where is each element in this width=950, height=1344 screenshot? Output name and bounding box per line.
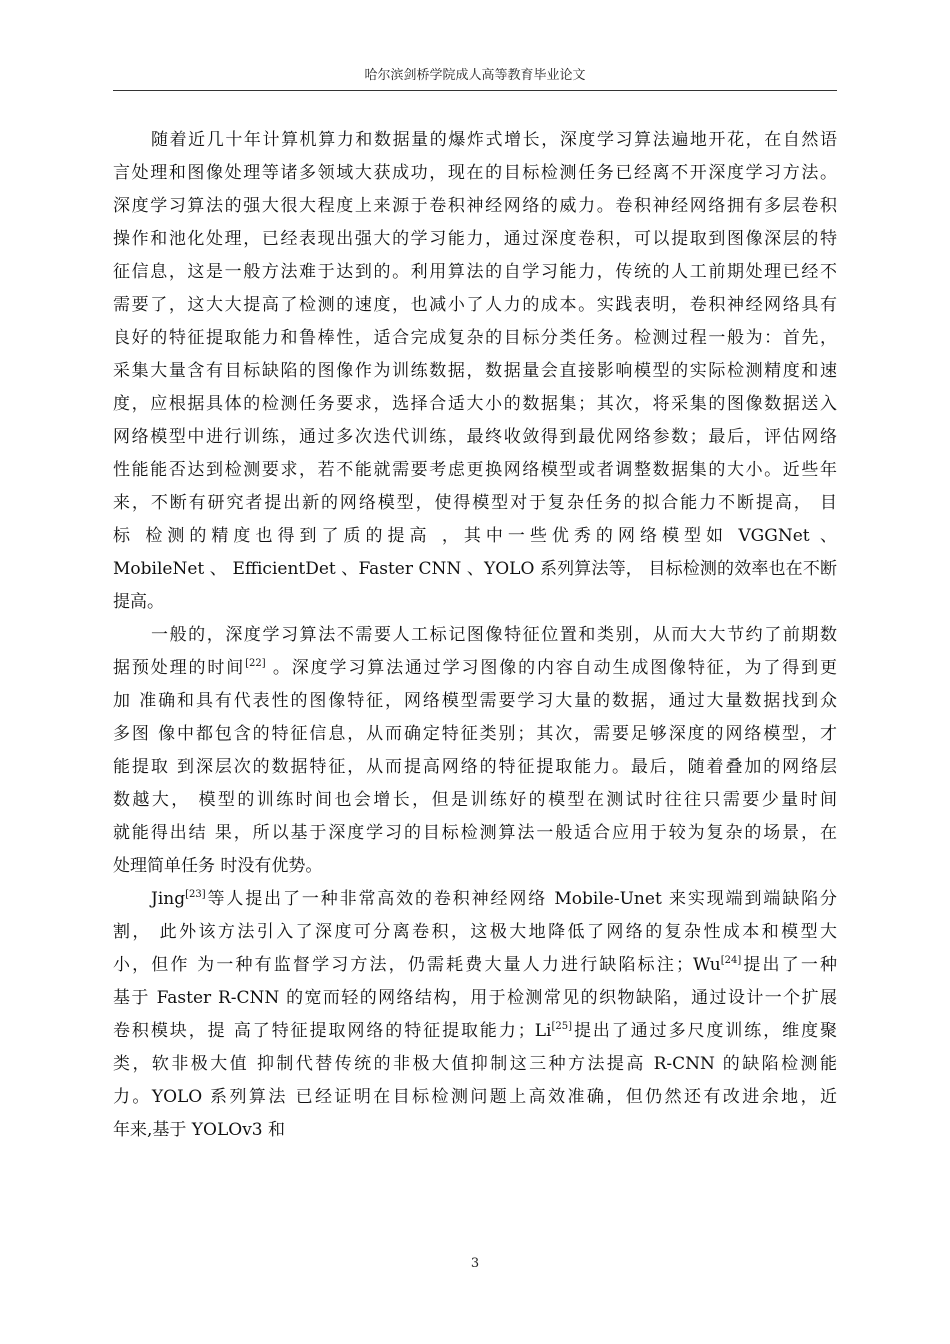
text-line xyxy=(113,223,837,256)
text-line xyxy=(113,1015,837,1048)
line-text: MobileNet 、 EfficientDet 、Faster CNN 、YOLO 系列算法等， 目标检测的效率也在不断 xyxy=(113,559,837,579)
line-text: 征信息，这是一般方法难于达到的。利用算法的自学习能力，传统的人工前期处理已经不 xyxy=(113,262,837,282)
header-divider xyxy=(113,90,837,91)
line-text: 类，软非极大值 抑制代替传统的非极大值抑制这三种方法提高 R-CNN 的缺陷检测能 xyxy=(113,1054,837,1074)
text-line xyxy=(113,355,837,388)
text-line xyxy=(113,718,837,751)
text-line xyxy=(113,454,837,487)
line-text: 深度学习算法的强大很大程度上来源于卷积神经网络的威力。卷积神经网络拥有多层卷积 xyxy=(113,196,837,216)
text-line xyxy=(113,883,837,916)
citation-ref: [24] xyxy=(720,955,742,966)
line-text: 性能能否达到检测要求，若不能就需要考虑更换网络模型或者调整数据集的大小。近些年 xyxy=(113,460,837,480)
text-line xyxy=(113,322,837,355)
line-text: 加 准确和具有代表性的图像特征，网络模型需要学习大量的数据，通过大量数据找到众 xyxy=(113,691,837,711)
text-line xyxy=(113,586,837,619)
line-text: 多图 像中都包含的特征信息，从而确定特征类别；其次，需要足够深度的网络模型，才 xyxy=(113,724,837,744)
line-text: 数越大， 模型的训练时间也会增长，但是训练好的模型在测试时往往只需要少量时间 xyxy=(113,790,837,810)
line-text: 处理简单任务 时没有优势。 xyxy=(113,856,323,876)
text-line xyxy=(113,553,837,586)
text-line xyxy=(113,289,837,322)
line-text: 就能得出结 果，所以基于深度学习的目标检测算法一般适合应用于较为复杂的场景，在 xyxy=(113,823,837,843)
text-line xyxy=(113,949,837,982)
citation-ref: [25] xyxy=(551,1021,573,1032)
line-text: 标 检测的精度也得到了质的提高 ，其中一些优秀的网络模型如 VGGNet 、 xyxy=(113,526,837,546)
text-line xyxy=(113,982,837,1015)
text-line xyxy=(113,1048,837,1081)
text-line xyxy=(113,421,837,454)
line-text: 据预处理的时间 xyxy=(113,658,246,678)
text-line xyxy=(113,520,837,553)
text-line xyxy=(113,850,837,883)
text-line xyxy=(113,487,837,520)
text-line xyxy=(113,751,837,784)
page-header: 哈尔滨剑桥学院成人高等教育毕业论文 xyxy=(364,68,586,83)
text-line xyxy=(113,157,837,190)
line-text: 力。YOLO 系列算法 已经证明在目标检测问题上高效准确，但仍然还有改进余地，近 xyxy=(113,1087,837,1107)
line-text: 来，不断有研究者提出新的网络模型，使得模型对于复杂任务的拟合能力不断提高， 目 xyxy=(113,493,837,513)
line-text: 能提取 到深层次的数据特征，从而提高网络的特征提取能力。最后，随着叠加的网络层 xyxy=(113,757,837,777)
text-line xyxy=(113,388,837,421)
line-text: 提高。 xyxy=(113,592,164,612)
line-text: 基于 Faster R-CNN 的宽而轻的网络结构，用于检测常见的织物缺陷，通过设计一个扩展 xyxy=(113,988,837,1008)
line-text: 言处理和图像处理等诸多领域大获成功，现在的目标检测任务已经离不开深度学习方法。 xyxy=(113,163,837,183)
line-text: 度，应根据具体的检测任务要求，选择合适大小的数据集；其次，将采集的图像数据送入 xyxy=(113,394,837,414)
line-text: 采集大量含有目标缺陷的图像作为训练数据，数据量会直接影响模型的实际检测精度和速 xyxy=(113,361,837,381)
line-text: 提出了通过多尺度训练，维度聚 xyxy=(572,1021,837,1041)
citation-ref: [23] xyxy=(185,889,206,900)
text-line xyxy=(113,1081,837,1114)
line-text: 年来,基于 YOLOv3 和 xyxy=(113,1120,286,1140)
line-text: 一般的，深度学习算法不需要人工标记图像特征位置和类别，从而大大节约了前期数 xyxy=(151,625,837,645)
text-line xyxy=(113,916,837,949)
line-text: 卷积模块，提 高了特征提取网络的特征提取能力；Li xyxy=(113,1021,552,1041)
line-text: 需要了，这大大提高了检测的速度，也减小了人力的成本。实践表明，卷积神经网络具有 xyxy=(113,295,837,315)
citation-ref: [22] xyxy=(245,658,266,669)
line-text: 操作和池化处理，已经表现出强大的学习能力，通过深度卷积，可以提取到图像深层的特 xyxy=(113,229,837,249)
text-line xyxy=(113,256,837,289)
line-text: 网络模型中进行训练，通过多次迭代训练，最终收敛得到最优网络参数；最后，评估网络 xyxy=(113,427,837,447)
text-line xyxy=(113,784,837,817)
line-text: Jing xyxy=(151,889,186,909)
text-line xyxy=(113,652,837,685)
text-line xyxy=(113,619,837,652)
line-text: 。深度学习算法通过学习图像的内容自动生成图像特征，为了得到更 xyxy=(265,658,837,678)
text-line xyxy=(113,817,837,850)
page-number: 3 xyxy=(470,1256,480,1271)
line-text: 等人提出了一种非常高效的卷积神经网络 Mobile-Unet 来实现端到端缺陷分 xyxy=(205,889,837,909)
body-text xyxy=(113,124,837,1147)
text-line xyxy=(113,124,837,157)
line-text: 良好的特征提取能力和鲁棒性，适合完成复杂的目标分类任务。检测过程一般为：首先， xyxy=(113,328,837,348)
line-text: 提出了一种 xyxy=(741,955,837,975)
text-line xyxy=(113,190,837,223)
text-line xyxy=(113,685,837,718)
line-text: 小，但作 为一种有监督学习方法，仍需耗费大量人力进行缺陷标注；Wu xyxy=(113,955,721,975)
text-line xyxy=(113,1114,837,1147)
line-text: 割， 此外该方法引入了深度可分离卷积，这极大地降低了网络的复杂性成本和模型大 xyxy=(113,922,837,942)
line-text: 随着近几十年计算机算力和数据量的爆炸式增长，深度学习算法遍地开花，在自然语 xyxy=(151,130,837,150)
